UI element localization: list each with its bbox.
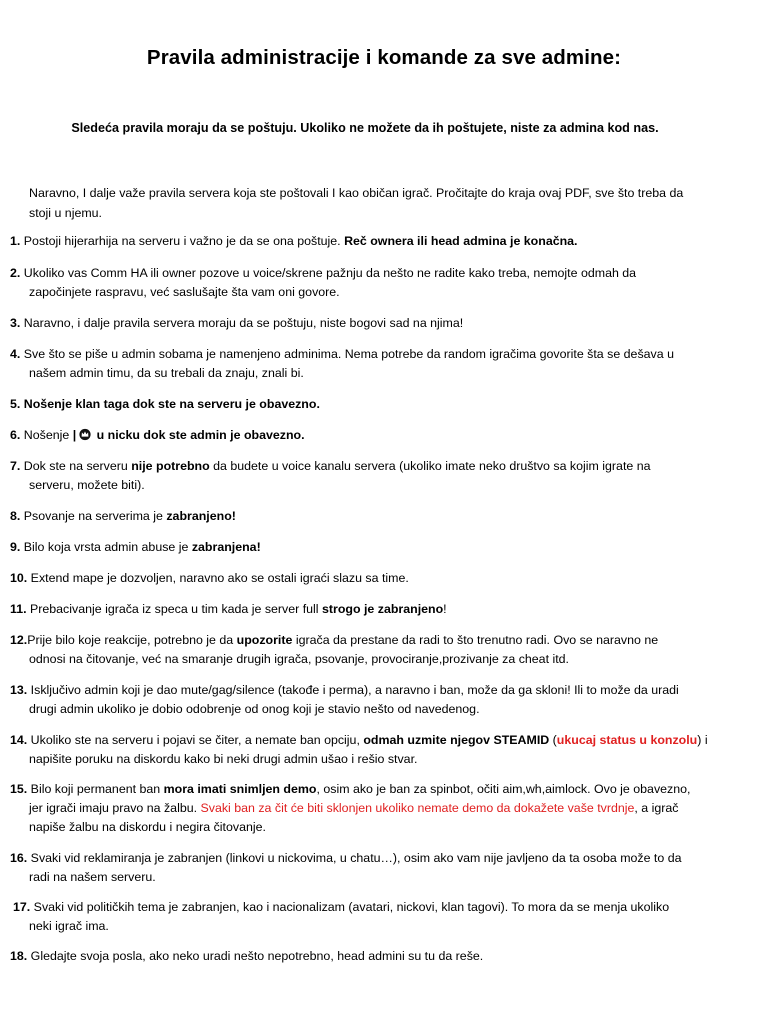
rule-text: Ukoliko vas Comm HA ili owner pozove u voice/skrene pažnju da nešto ne radite kako treba, nemojte odmah da — [20, 266, 637, 280]
rule-continuation-2: napiše žalbu na diskordu i negira čitovanje. — [29, 820, 266, 834]
rule-continuation: odnosi na čitovanje, već na smaranje drugih igrača, psovanje, provociranje,prozivanje za cheat itd. — [29, 652, 569, 666]
rule-9 — [10, 538, 745, 557]
crown-icon — [79, 428, 91, 447]
rule-16 — [10, 849, 745, 887]
rule-continuation: započinjete raspravu, već saslušajte šta vam oni govore. — [29, 285, 340, 299]
rule-7 — [10, 457, 745, 495]
rule-text-cont: , osim ako je ban za spinbot, očiti aim,wh,aimlock. Ovo je obavezno, — [316, 782, 691, 796]
rule-continuation — [10, 799, 745, 818]
rule-emphasis: nije potrebno — [131, 459, 210, 473]
rule-emphasis: strogo je zabranjeno — [322, 602, 444, 616]
rule-2 — [10, 264, 745, 302]
intro-line-2: stoji u njemu. — [29, 206, 103, 220]
rule-8 — [10, 507, 745, 526]
rule-continuation: napišite poruku na diskordu kako bi neki drugi admin ušao i rešio stvar. — [29, 752, 418, 766]
rule-number: 16. — [10, 851, 28, 865]
rule-text-cont: ! — [443, 602, 447, 616]
rule-text-cont: da budete u voice kanalu servera (ukoliko imate neko društvo sa kojim igrate na — [209, 459, 651, 473]
rule-3 — [10, 314, 745, 333]
rule-emphasis: u nicku dok ste admin je obavezno. — [93, 428, 305, 442]
rule-number: 7. — [10, 459, 21, 473]
page-subtitle: Sledeća pravila moraju da se poštuju. Ukoliko ne možete da ih poštujete, niste za admina kod nas. — [71, 121, 659, 135]
rule-emphasis: Reč ownera ili head admina je konačna. — [344, 234, 578, 248]
rule-text-cont: ( — [549, 733, 557, 747]
rule-number: 8. — [10, 509, 21, 523]
rule-text: Sve što se piše u admin sobama je namenjeno adminima. Nema potrebe da random igračima govorite šta se dešava u — [20, 347, 674, 361]
rule-14 — [10, 731, 745, 769]
rule-emphasis: upozorite — [236, 633, 293, 647]
rule-5 — [10, 395, 745, 414]
rule-text-end: ) i — [697, 733, 708, 747]
rule-number: 6. — [10, 428, 21, 442]
page-title: Pravila administracije i komande za sve admine: — [146, 46, 622, 69]
rule-number: 18. — [10, 949, 28, 963]
rule-number: 17. — [13, 900, 31, 914]
rule-17 — [13, 898, 748, 936]
rule-11 — [10, 600, 745, 619]
rule-continuation: serveru, možete biti). — [29, 478, 145, 492]
intro-paragraph — [29, 183, 729, 223]
rule-text-cont: igrača da prestane da radi to što trenutno radi. Ovo se naravno ne — [292, 633, 659, 647]
rule-text: Dok ste na serveru — [20, 459, 132, 473]
rule-text: Prije bilo koje reakcije, potrebno je da — [27, 633, 237, 647]
rule-number: 9. — [10, 540, 21, 554]
rule-emphasis: mora imati snimljen demo — [163, 782, 317, 796]
clan-tag-bar: | — [72, 428, 77, 442]
rule-number: 1. — [10, 234, 21, 248]
rule-text: Ukoliko ste na serveru i pojavi se čiter, a nemate ban opciju, — [27, 733, 364, 747]
rule-text: Extend mape je dozvoljen, naravno ako se ostali igraći slazu sa time. — [27, 571, 409, 585]
rule-text: Svaki vid reklamiranja je zabranjen (linkovi u nickovima, u chatu…), osim ako vam nije javljeno da ta osoba može to da — [27, 851, 682, 865]
rule-number: 2. — [10, 266, 21, 280]
rule-6 — [10, 426, 745, 447]
rule-number: 14. — [10, 733, 28, 747]
rule-text: Svaki vid političkih tema je zabranjen, kao i nacionalizam (avatari, nickovi, klan tagovi). To mora da se menja ukoliko — [30, 900, 670, 914]
rule-continuation: neki igrač ima. — [29, 919, 109, 933]
rule-1 — [10, 232, 745, 251]
rule-number: 13. — [10, 683, 28, 697]
rule-red-highlight: ukucaj status u konzolu — [556, 733, 698, 747]
rule-continuation: radi na našem serveru. — [29, 870, 156, 884]
rule-emphasis: zabranjeno! — [166, 509, 236, 523]
rule-13 — [10, 681, 745, 719]
rule-red-highlight: Svaki ban za čit će biti sklonjen ukoliko nemate demo da dokažete vaše tvrdnje — [200, 801, 635, 815]
rule-continuation: drugi admin ukoliko je dobio odobrenje od onog koji je stavio nešto od navedenog. — [29, 702, 480, 716]
rule-number: 12. — [10, 633, 28, 647]
rule-text: Nošenje klan taga dok ste na serveru je obavezno. — [20, 397, 320, 411]
rule-number: 5. — [10, 397, 21, 411]
rule-18 — [10, 947, 745, 966]
rule-10 — [10, 569, 745, 588]
rule-number: 10. — [10, 571, 28, 585]
rule-number: 3. — [10, 316, 21, 330]
rule-12 — [10, 631, 745, 669]
rule-continuation: našem admin timu, da su trebali da znaju, znali bi. — [29, 366, 304, 380]
rule-text: Postoji hijerarhija na serveru i važno je da se ona poštuje. — [20, 234, 345, 248]
rule-text: Bilo koji permanent ban — [27, 782, 164, 796]
rule-4 — [10, 345, 745, 383]
rule-emphasis: zabranjena! — [191, 540, 261, 554]
rule-continuation-a: jer igrači imaju pravo na žalbu. — [29, 801, 201, 815]
rule-emphasis: odmah uzmite njegov STEAMID — [363, 733, 550, 747]
rule-number: 11. — [10, 602, 27, 616]
rule-text: Psovanje na serverima je — [20, 509, 167, 523]
rule-text: Naravno, i dalje pravila servera moraju da se poštuju, niste bogovi sad na njima! — [20, 316, 464, 330]
rule-text: Gledajte svoja posla, ako neko uradi nešto nepotrebno, head admini su tu da reše. — [27, 949, 484, 963]
rule-number: 4. — [10, 347, 21, 361]
intro-line-1: Naravno, I dalje važe pravila servera koja ste poštovali I kao običan igrač. Pročitajte do kraja ovaj PDF, sve što treba da — [29, 186, 684, 200]
rule-text: Bilo koja vrsta admin abuse je — [20, 540, 192, 554]
rule-number: 15. — [10, 782, 28, 796]
rule-continuation-b: , a igrač — [634, 801, 679, 815]
rule-text: Nošenje — [20, 428, 73, 442]
rule-text: Isključivo admin koji je dao mute/gag/silence (takođe i perma), a naravno i ban, može da ga skloni! Ili to može da uradi — [27, 683, 679, 697]
rule-15 — [10, 780, 745, 837]
rule-text: Prebacivanje igrača iz speca u tim kada je server full — [26, 602, 322, 616]
